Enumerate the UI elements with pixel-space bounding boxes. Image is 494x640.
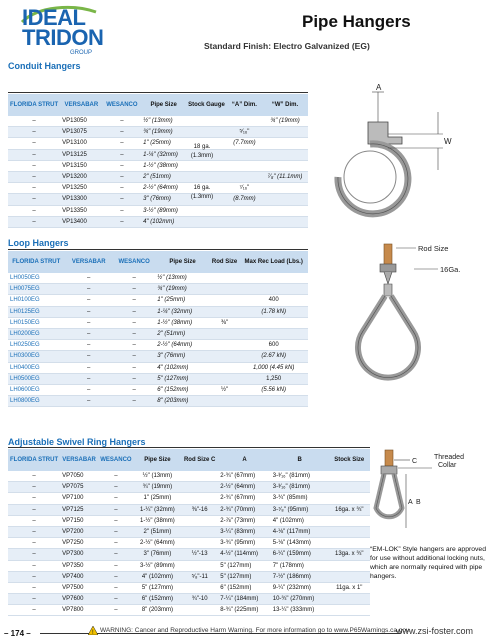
svg-text:!: !: [92, 630, 94, 635]
gauge-mm: (1.3mm): [190, 194, 214, 200]
cell: –: [113, 373, 155, 384]
cell: ½"-13: [181, 549, 218, 560]
cell: LH0800EG: [8, 396, 65, 407]
cell: –: [113, 362, 155, 373]
cell: 2-⅞" (73mm): [218, 515, 270, 526]
cell: (7.7mm): [227, 138, 262, 149]
cell: –: [98, 482, 134, 493]
table-row: [8, 138, 308, 149]
cell: VP13300: [60, 194, 103, 205]
cell: (2.67 kN): [239, 351, 308, 362]
divider: [8, 447, 370, 448]
label-gauge: 16Ga.: [440, 265, 461, 274]
cell: 10-¾" (270mm): [271, 594, 329, 605]
cell: ⅜": [210, 317, 240, 328]
cell: –: [8, 183, 60, 194]
table-row: [8, 194, 308, 205]
table-row: [8, 594, 370, 605]
label-collar: Collar: [438, 462, 457, 469]
label-b: B: [416, 499, 421, 506]
cell: 5-⅛" (143mm): [271, 538, 329, 549]
cell: 1-½" (38mm): [155, 317, 209, 328]
col-header: WESANCO: [98, 449, 134, 471]
cell: ¾"-10: [181, 594, 218, 605]
cell: –: [98, 504, 134, 515]
table-row: [8, 306, 308, 317]
cell: –: [8, 160, 60, 171]
cell: 2-½" (64mm): [134, 538, 181, 549]
page-title: Pipe Hangers: [302, 12, 411, 31]
cell: 16ga. x ¾": [329, 504, 371, 515]
cell: 3-⁷⁄₈" (95mm): [271, 504, 329, 515]
gauge-value: 16 ga.: [193, 185, 211, 191]
cell: VP7400: [60, 571, 98, 582]
cell: 5" (127mm): [155, 373, 209, 384]
cell: VP7050: [60, 471, 98, 482]
cell: VP7100: [60, 493, 98, 504]
cell: –: [65, 362, 113, 373]
cell: –: [103, 160, 141, 171]
cell: 3-³⁄₁₆" (81mm): [271, 482, 329, 493]
cell: –: [113, 396, 155, 407]
cell: –: [8, 138, 60, 149]
cell: –: [8, 149, 60, 160]
table-row: [8, 317, 308, 328]
cell: –: [65, 373, 113, 384]
label-a: A: [408, 499, 413, 506]
cell: ¾" (19mm): [134, 482, 181, 493]
cell: –: [65, 328, 113, 339]
gauge-group-2: [184, 184, 220, 202]
cell: –: [8, 526, 60, 537]
logo-line-3: GROUP: [70, 50, 93, 56]
dim-label-w: W: [444, 137, 452, 146]
cell: 8-¾" (225mm): [218, 605, 270, 616]
cell: –: [65, 396, 113, 407]
label-threaded: Threaded: [434, 454, 464, 461]
col-header: Max Rec Load (Lbs.): [239, 251, 308, 273]
conduit-table: [8, 94, 308, 228]
gauge-mm: (1.3mm): [190, 153, 214, 159]
cell: –: [65, 306, 113, 317]
cell: –: [8, 571, 60, 582]
cell: 3-½" (89mm): [141, 205, 186, 216]
cell: 8" (203mm): [155, 396, 209, 407]
cell: ⁷⁄₈" (11.1mm): [262, 171, 308, 182]
page-subtitle: Standard Finish: Electro Galvanized (EG): [204, 41, 370, 51]
cell: 6" (152mm): [134, 594, 181, 605]
cell: –: [103, 171, 141, 182]
table-row: [8, 582, 370, 593]
conduit-hanger-diagram: [318, 82, 488, 232]
cell: (5.56 kN): [239, 384, 308, 395]
cell: 1-½" (38mm): [141, 160, 186, 171]
cell: 4" (102mm): [155, 362, 209, 373]
cell: 7-½" (186mm): [271, 571, 329, 582]
swivel-ring-diagram: [372, 448, 490, 543]
cell: –: [113, 295, 155, 306]
cell: LH0400EG: [8, 362, 65, 373]
cell: 1-½" (38mm): [134, 515, 181, 526]
cell: 3-¾" (85mm): [271, 493, 329, 504]
table-row: [8, 340, 308, 351]
cell: –: [65, 384, 113, 395]
divider: [8, 92, 308, 93]
cell: 6" (152mm): [155, 384, 209, 395]
cell: ½" (13mm): [141, 116, 186, 127]
cell: 7-¼" (184mm): [218, 594, 270, 605]
cell: 3-¼" (83mm): [218, 526, 270, 537]
cell: –: [103, 194, 141, 205]
table-row: [8, 605, 370, 616]
cell: –: [8, 171, 60, 182]
cell: 2-½" (64mm): [218, 482, 270, 493]
table-row: [8, 560, 370, 571]
logo-line-1: IDEAL: [22, 5, 86, 30]
cell: VP7300: [60, 549, 98, 560]
cell: –: [8, 560, 60, 571]
cell: –: [8, 127, 60, 138]
cell: ¾" (19mm): [141, 127, 186, 138]
table-row: [8, 351, 308, 362]
cell: 7" (178mm): [271, 560, 329, 571]
cell: LH0300EG: [8, 351, 65, 362]
table-row: [8, 571, 370, 582]
cell: –: [65, 340, 113, 351]
cell: –: [65, 273, 113, 284]
cell: ¾" (19mm): [262, 116, 308, 127]
cell: –: [103, 205, 141, 216]
swivel-heading: Adjustable Swivel Ring Hangers: [8, 437, 146, 447]
table-row: [8, 515, 370, 526]
col-header: Stock Size: [329, 449, 371, 471]
cell: 4" (102mm): [271, 515, 329, 526]
cell: VP13350: [60, 205, 103, 216]
cell: LH0150EG: [8, 317, 65, 328]
cell: –: [98, 538, 134, 549]
cell: –: [113, 328, 155, 339]
cell: –: [8, 594, 60, 605]
cell: –: [8, 493, 60, 504]
col-header: FLORIDA STRUT: [8, 94, 60, 116]
cell: –: [8, 194, 60, 205]
cell: (8.7mm): [227, 194, 262, 205]
cell: –: [98, 549, 134, 560]
col-header: FLORIDA STRUT: [8, 251, 65, 273]
cell: LH0500EG: [8, 373, 65, 384]
cell: 4-⅛" (117mm): [271, 526, 329, 537]
cell: VP13400: [60, 216, 103, 227]
logo-line-2: TRIDON: [22, 25, 104, 50]
table-row: [8, 396, 308, 407]
table-row: [8, 171, 308, 182]
cell: –: [103, 127, 141, 138]
loop-table: [8, 251, 308, 407]
cell: –: [8, 504, 60, 515]
cell: VP7125: [60, 504, 98, 515]
cell: –: [113, 340, 155, 351]
table-row: [8, 384, 308, 395]
emlok-note: “EM-LOK” Style hangers are approved for use without additional locking nuts, which are normally required with pipe hangers.: [370, 546, 486, 580]
cell: –: [8, 482, 60, 493]
col-header: WESANCO: [103, 94, 141, 116]
cell: 6-¼" (159mm): [271, 549, 329, 560]
cell: –: [103, 216, 141, 227]
cell: 1-¼" (32mm): [134, 504, 181, 515]
cell: LH0250EG: [8, 340, 65, 351]
cell: 1-¼" (32mm): [155, 306, 209, 317]
cell: 3" (76mm): [155, 351, 209, 362]
cell: –: [113, 351, 155, 362]
cell: –: [8, 549, 60, 560]
cell: LH0600EG: [8, 384, 65, 395]
loop-hanger-diagram: [318, 236, 488, 396]
cell: ⅜"-16: [181, 504, 218, 515]
cell: –: [113, 384, 155, 395]
cell: –: [103, 138, 141, 149]
cell: –: [8, 515, 60, 526]
cell: 5" (127mm): [218, 560, 270, 571]
cell: 3-½" (89mm): [134, 560, 181, 571]
cell: 2-¾" (67mm): [218, 471, 270, 482]
cell: –: [65, 284, 113, 295]
col-header: FLORIDA STRUT: [8, 449, 60, 471]
label-c: C: [412, 458, 418, 465]
table-row: [8, 295, 308, 306]
cell: 5" (127mm): [134, 582, 181, 593]
cell: VP13075: [60, 127, 103, 138]
cell: 2" (51mm): [134, 526, 181, 537]
dim-label-a: A: [376, 83, 382, 92]
cell: –: [98, 526, 134, 537]
gauge-value: 18 ga.: [193, 144, 211, 150]
cell: 8" (203mm): [134, 605, 181, 616]
cell: –: [8, 605, 60, 616]
cell: VP7800: [60, 605, 98, 616]
cell: VP13100: [60, 138, 103, 149]
cell: –: [8, 471, 60, 482]
table-row: [8, 328, 308, 339]
cell: 9-¼" (232mm): [271, 582, 329, 593]
cell: 13ga. x ¾": [329, 549, 371, 560]
table-row: [8, 205, 308, 216]
cell: –: [103, 149, 141, 160]
cell: 2" (51mm): [141, 171, 186, 182]
cell: VP13050: [60, 116, 103, 127]
col-header: B: [271, 449, 329, 471]
table-row: [8, 504, 370, 515]
cell: –: [98, 493, 134, 504]
cell: 6" (152mm): [218, 582, 270, 593]
table-row: [8, 160, 308, 171]
cell: VP7600: [60, 594, 98, 605]
cell: VP7150: [60, 515, 98, 526]
cell: –: [98, 571, 134, 582]
cell: –: [113, 306, 155, 317]
col-header: Stock Gauge: [186, 94, 227, 116]
cell: 2-½" (64mm): [155, 340, 209, 351]
col-header: Rod Size C: [181, 449, 218, 471]
cell: ½" (13mm): [134, 471, 181, 482]
cell: VP7350: [60, 560, 98, 571]
cell: VP7200: [60, 526, 98, 537]
table-row: [8, 482, 370, 493]
cell: ½" (13mm): [155, 273, 209, 284]
table-row: [8, 549, 370, 560]
footer-url[interactable]: www.zsi-foster.com: [396, 626, 474, 636]
cell: –: [65, 317, 113, 328]
cell: 600: [239, 340, 308, 351]
cell: LH0075EG: [8, 284, 65, 295]
cell: 13-¼" (333mm): [271, 605, 329, 616]
cell: ¾" (19mm): [155, 284, 209, 295]
table-row: [8, 362, 308, 373]
cell: 2-½" (64mm): [141, 183, 186, 194]
cell: –: [65, 351, 113, 362]
cell: VP13150: [60, 160, 103, 171]
swivel-table: [8, 449, 370, 616]
cell: 3-³⁄₁₆" (81mm): [271, 471, 329, 482]
cell: –: [98, 560, 134, 571]
table-row: [8, 284, 308, 295]
table-row: [8, 127, 308, 138]
table-row: [8, 493, 370, 504]
cell: –: [98, 515, 134, 526]
divider: [8, 249, 308, 250]
cell: –: [8, 216, 60, 227]
cell: LH0125EG: [8, 306, 65, 317]
cell: LH0200EG: [8, 328, 65, 339]
cell: VP7500: [60, 582, 98, 593]
cell: 1" (25mm): [134, 493, 181, 504]
cell: 3" (76mm): [141, 194, 186, 205]
cell: –: [98, 471, 134, 482]
cell: –: [98, 594, 134, 605]
cell: 1" (25mm): [155, 295, 209, 306]
cell: –: [8, 205, 60, 216]
cell: VP13200: [60, 171, 103, 182]
loop-heading: Loop Hangers: [8, 238, 69, 248]
cell: 2-¾" (67mm): [218, 493, 270, 504]
table-row: [8, 216, 308, 227]
col-header: A: [218, 449, 270, 471]
table-row: [8, 183, 308, 194]
col-header: Pipe Size: [155, 251, 209, 273]
cell: VP13125: [60, 149, 103, 160]
col-header: VERSABAR: [65, 251, 113, 273]
cell: ⁷⁄₁₆": [227, 183, 262, 194]
warning-icon: [88, 626, 98, 635]
cell: LH0100EG: [8, 295, 65, 306]
conduit-heading: Conduit Hangers: [8, 61, 81, 71]
cell: 4" (102mm): [134, 571, 181, 582]
cell: –: [8, 582, 60, 593]
cell: 1" (25mm): [141, 138, 186, 149]
gauge-group-1: [184, 143, 220, 161]
cell: 2-¾" (70mm): [218, 504, 270, 515]
cell: VP7250: [60, 538, 98, 549]
cell: –: [8, 116, 60, 127]
col-header: Pipe Size: [141, 94, 186, 116]
cell: 2" (51mm): [155, 328, 209, 339]
cell: –: [98, 582, 134, 593]
cell: VP7075: [60, 482, 98, 493]
col-header: Rod Size: [210, 251, 240, 273]
col-header: VERSABAR: [60, 449, 98, 471]
label-rod-size: Rod Size: [418, 244, 449, 253]
prop65-warning: WARNING: Cancer and Reproductive Harm Warning. For more information go to www.P65Warnings.ca.gov.: [100, 627, 411, 634]
cell: 1-¼" (32mm): [141, 149, 186, 160]
table-row: [8, 526, 370, 537]
cell: –: [103, 183, 141, 194]
cell: 400: [239, 295, 308, 306]
col-header: WESANCO: [113, 251, 155, 273]
cell: 3-¾" (95mm): [218, 538, 270, 549]
cell: ⁵⁄₁₆": [227, 127, 262, 138]
cell: 1,000 (4.45 kN): [239, 362, 308, 373]
cell: 3" (76mm): [134, 549, 181, 560]
cell: –: [103, 116, 141, 127]
table-row: [8, 116, 308, 127]
cell: –: [98, 605, 134, 616]
col-header: “W” Dim.: [262, 94, 308, 116]
page-number: – 174 –: [4, 629, 31, 638]
col-header: “A” Dim.: [227, 94, 262, 116]
table-row: [8, 149, 308, 160]
cell: VP13250: [60, 183, 103, 194]
cell: –: [113, 273, 155, 284]
cell: 11ga. x 1": [329, 582, 371, 593]
cell: 4-½" (114mm): [218, 549, 270, 560]
cell: –: [113, 284, 155, 295]
cell: 5" (127mm): [218, 571, 270, 582]
table-row: [8, 273, 308, 284]
cell: LH0050EG: [8, 273, 65, 284]
cell: –: [65, 295, 113, 306]
table-row: [8, 373, 308, 384]
cell: (1.78 kN): [239, 306, 308, 317]
table-row: [8, 538, 370, 549]
col-header: VERSABAR: [60, 94, 103, 116]
cell: 4" (102mm): [141, 216, 186, 227]
col-header: Pipe Size: [134, 449, 181, 471]
cell: ⁵⁄₈"-11: [181, 571, 218, 582]
cell: –: [113, 317, 155, 328]
cell: 1,250: [239, 373, 308, 384]
table-row: [8, 471, 370, 482]
cell: ½": [210, 384, 240, 395]
cell: –: [8, 538, 60, 549]
